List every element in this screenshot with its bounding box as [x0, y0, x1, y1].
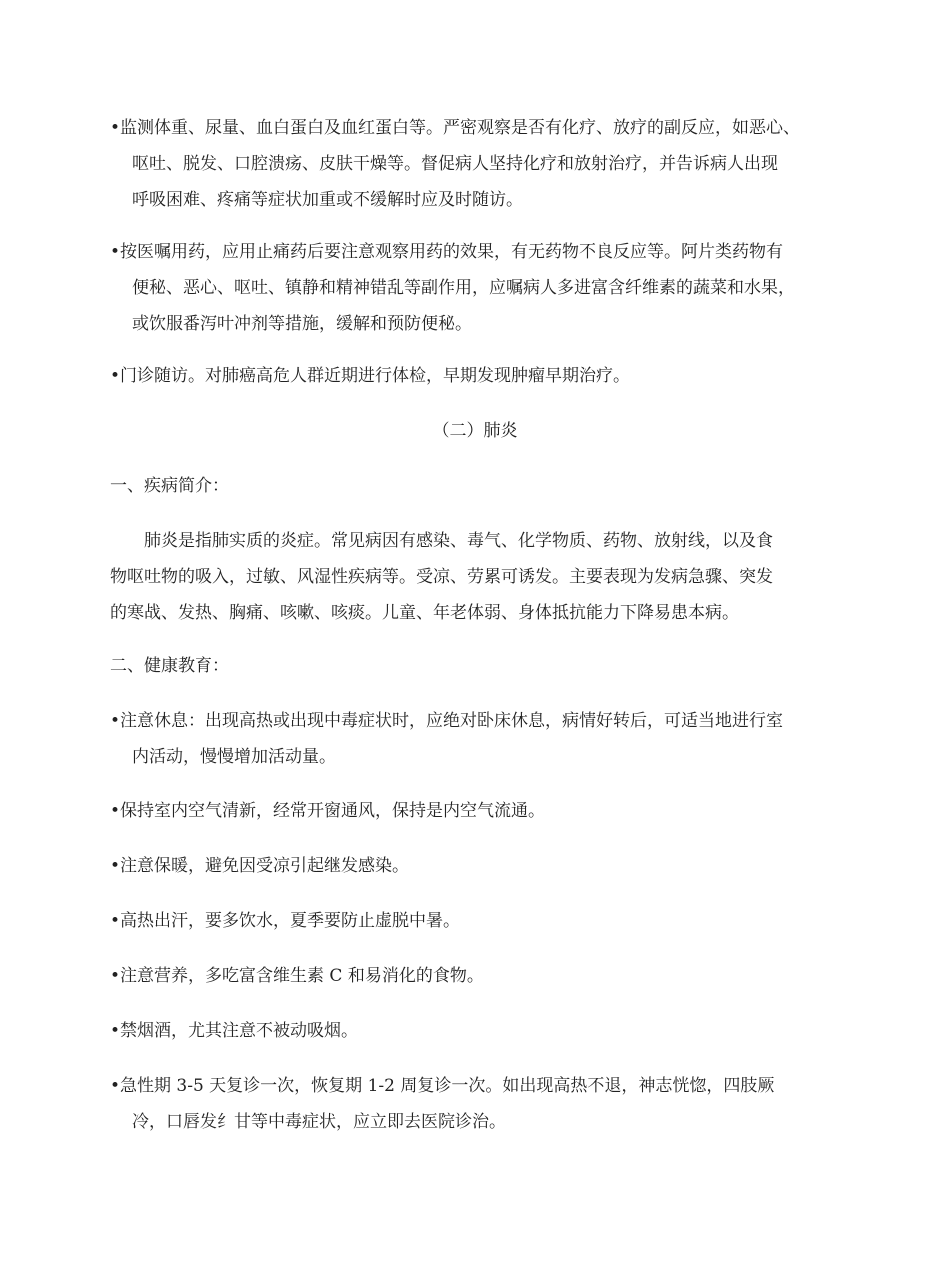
- bullet-item-air: [110, 793, 850, 829]
- bullet-text-line: 注意休息：出现高热或出现中毒症状时，应绝对卧床休息，病情好转后，可适当地进行室: [120, 711, 783, 731]
- bullet-text-line: 监测体重、尿量、血白蛋白及血红蛋白等。严密观察是否有化疗、放疗的副反应，如恶心、: [120, 118, 800, 138]
- bullet-item-revisit: [110, 1068, 850, 1140]
- bullet-dot: •: [110, 1021, 121, 1041]
- section-title: （二）肺炎: [432, 421, 518, 441]
- bullet-item-monitoring: [110, 110, 850, 218]
- bullet-text-line: 呕吐、脱发、口腔溃疡、皮肤干燥等。督促病人坚持化疗和放射治疗，并告诉病人出现: [132, 154, 778, 174]
- bullet-item-followup: [110, 358, 850, 394]
- heading-health-education: 二、健康教育：: [110, 656, 229, 676]
- bullet-item-medication: [110, 234, 850, 342]
- bullet-item-hydration: [110, 903, 850, 939]
- intro-paragraph: [110, 523, 850, 631]
- bullet-text-line: 高热出汗，要多饮水，夏季要防止虚脱中暑。: [120, 911, 460, 931]
- bullet-dot: •: [110, 856, 121, 876]
- bullet-dot: •: [110, 242, 121, 262]
- bullet-dot: •: [110, 366, 121, 386]
- bullet-text-line: 按医嘱用药，应用止痛药后要注意观察用药的效果，有无药物不良反应等。阿片类药物有: [120, 242, 783, 262]
- bullet-text-line: 呼吸困难、疼痛等症状加重或不缓解时应及时随访。: [132, 190, 523, 210]
- bullet-text-line: 门诊随访。对肺癌高危人群近期进行体检，早期发现肿瘤早期治疗。: [120, 366, 630, 386]
- bullet-item-nutrition: [110, 958, 850, 994]
- bullet-text-line: 禁烟酒，尤其注意不被动吸烟。: [120, 1021, 358, 1041]
- bullet-item-no-smoking: [110, 1013, 850, 1049]
- heading-disease-intro: 一、疾病简介：: [110, 476, 229, 496]
- paragraph-line: 肺炎是指肺实质的炎症。常见病因有感染、毒气、化学物质、药物、放射线，以及食: [144, 531, 773, 551]
- bullet-dot: •: [110, 966, 121, 986]
- bullet-text-line: 内活动，慢慢增加活动量。: [132, 747, 336, 767]
- bullet-item-warmth: [110, 848, 850, 884]
- bullet-dot: •: [110, 911, 121, 931]
- bullet-dot: •: [110, 801, 121, 821]
- bullet-text-line: 冷，口唇发纟甘等中毒症状，应立即去医院诊治。: [132, 1112, 506, 1132]
- bullet-dot: •: [110, 1076, 121, 1096]
- bullet-item-rest: [110, 703, 850, 775]
- bullet-text-line: 注意保暖，避免因受凉引起继发感染。: [120, 856, 409, 876]
- bullet-text-line: 或饮服番泻叶冲剂等措施，缓解和预防便秘。: [132, 314, 472, 334]
- bullet-dot: •: [110, 118, 121, 138]
- paragraph-line: 的寒战、发热、胸痛、咳嗽、咳痰。儿童、年老体弱、身体抵抗能力下降易患本病。: [110, 603, 739, 623]
- paragraph-line: 物呕吐物的吸入，过敏、风湿性疾病等。受凉、劳累可诱发。主要表现为发病急骤、突发: [110, 567, 773, 587]
- bullet-text-line: 保持室内空气清新，经常开窗通风，保持是内空气流通。: [120, 801, 545, 821]
- bullet-text-line: 急性期 3-5 天复诊一次，恢复期 1-2 周复诊一次。如出现高热不退，神志恍惚，四肢厥: [120, 1076, 775, 1096]
- bullet-text-line: 便秘、恶心、呕吐、镇静和精神错乱等副作用，应嘱病人多进富含纤维素的蔬菜和水果，: [132, 278, 795, 298]
- bullet-text-line: 注意营养，多吃富含维生素 C 和易消化的食物。: [120, 966, 484, 986]
- bullet-dot: •: [110, 711, 121, 731]
